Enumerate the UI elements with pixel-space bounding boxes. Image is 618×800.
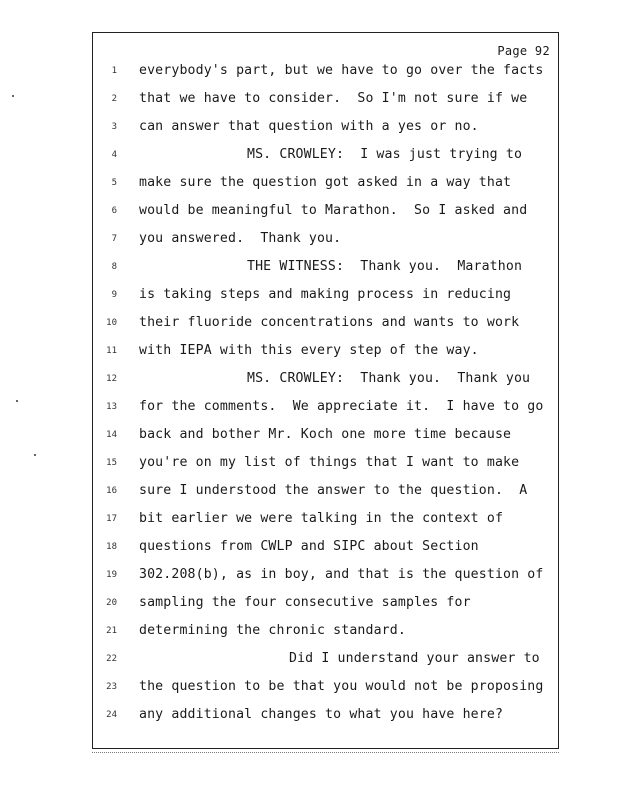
line-text: everybody's part, but we have to go over the facts [139,63,544,78]
line-number: 23 [106,682,117,692]
scan-speck [34,454,36,456]
transcript-lines [93,57,558,729]
line-number: 4 [111,150,117,160]
transcript-line [93,113,558,141]
transcript-line [93,701,558,729]
line-number: 7 [111,234,117,244]
transcript-line [93,309,558,337]
scan-speck [16,400,18,402]
transcript-line [93,337,558,365]
transcript-line [93,561,558,589]
line-text: 302.208(b), as in boy, and that is the question of [139,567,544,582]
line-number: 9 [111,290,117,300]
line-number: 15 [106,458,117,468]
transcript-line [93,141,558,169]
line-text: for the comments. We appreciate it. I have to go [139,399,544,414]
line-text: any additional changes to what you have here? [139,707,504,722]
line-text: you answered. Thank you. [139,231,342,246]
footer-rule [92,752,559,753]
line-text: with IEPA with this every step of the way. [139,343,479,358]
transcript-line [93,505,558,533]
line-text: determining the chronic standard. [139,623,406,638]
line-number: 16 [106,486,117,496]
transcript-line [93,169,558,197]
line-text: MS. CROWLEY: I was just trying to [247,147,523,162]
line-text: that we have to consider. So I'm not sure if we [139,91,528,106]
transcript-line [93,57,558,85]
line-number: 12 [106,374,117,384]
transcript-line [93,197,558,225]
line-text: would be meaningful to Marathon. So I asked and [139,203,528,218]
line-number: 11 [106,346,117,356]
line-text: bit earlier we were talking in the context of [139,511,504,526]
transcript-line [93,421,558,449]
line-number: 8 [111,262,117,272]
line-text: can answer that question with a yes or no. [139,119,479,134]
transcript-line [93,365,558,393]
line-number: 14 [106,430,117,440]
line-number: 10 [106,318,117,328]
line-number: 1 [111,66,117,76]
line-text: sure I understood the answer to the question. A [139,483,528,498]
transcript-line [93,617,558,645]
line-text: questions from CWLP and SIPC about Section [139,539,479,554]
line-number: 20 [106,598,117,608]
transcript-line [93,449,558,477]
line-text: THE WITNESS: Thank you. Marathon [247,259,523,274]
page-number: Page 92 [497,44,550,58]
transcript-line [93,393,558,421]
transcript-line [93,225,558,253]
line-text: is taking steps and making process in reducing [139,287,512,302]
line-number: 13 [106,402,117,412]
transcript-line [93,589,558,617]
line-number: 17 [106,514,117,524]
line-text: you're on my list of things that I want to make [139,455,520,470]
line-text: sampling the four consecutive samples for [139,595,471,610]
line-number: 3 [111,122,117,132]
line-number: 18 [106,542,117,552]
transcript-page [92,32,559,749]
line-number: 2 [111,94,117,104]
line-number: 6 [111,206,117,216]
transcript-line [93,477,558,505]
line-text: back and bother Mr. Koch one more time because [139,427,512,442]
line-number: 22 [106,654,117,664]
transcript-line [93,673,558,701]
line-text: Did I understand your answer to [289,651,540,666]
line-text: their fluoride concentrations and wants to work [139,315,520,330]
line-text: the question to be that you would not be proposing [139,679,544,694]
transcript-line [93,533,558,561]
transcript-line [93,85,558,113]
line-number: 24 [106,710,117,720]
transcript-line [93,281,558,309]
transcript-line [93,645,558,673]
line-number: 19 [106,570,117,580]
line-text: make sure the question got asked in a way that [139,175,512,190]
line-text: MS. CROWLEY: Thank you. Thank you [247,371,531,386]
transcript-line [93,253,558,281]
scan-speck [12,95,14,97]
line-number: 21 [106,626,117,636]
line-number: 5 [111,178,117,188]
